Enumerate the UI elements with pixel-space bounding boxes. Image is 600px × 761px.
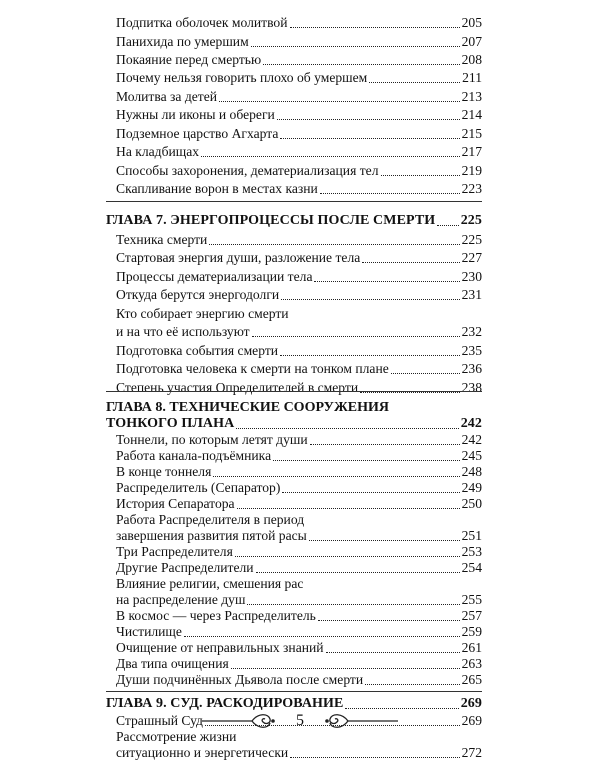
toc-entry-page: 253: [461, 544, 482, 559]
section-divider: [106, 691, 482, 692]
toc-entry-title: Другие Распределители: [116, 560, 254, 575]
toc-entry-title: Панихида по умершим: [116, 34, 249, 49]
toc-entry-title: Скапливание ворон в местах казни: [116, 181, 318, 196]
chapter-title: ГЛАВА 8. ТЕХНИЧЕСКИЕ СООРУЖЕНИЯ: [106, 400, 390, 415]
toc-entry-title: Подземное царство Агхарта: [116, 126, 279, 141]
toc-entry-title: На кладбищах: [116, 144, 200, 159]
toc-entry-title: Работа канала-подъёмника: [116, 448, 272, 463]
toc-entry-title: Страшный Суд: [116, 713, 203, 728]
toc-entry-page: 214: [461, 107, 482, 122]
toc-entry-title: Три Распределителя: [116, 544, 233, 559]
toc-entry-page: 211: [462, 70, 482, 85]
toc-entry-title: Подпитка оболочек молитвой: [116, 15, 288, 30]
toc-entry-title: Подготовка события смерти: [116, 343, 279, 358]
toc-entry-page: 235: [461, 343, 482, 358]
toc-entry-title: Тоннели, по которым летят души: [116, 432, 308, 447]
toc-entry: [116, 640, 482, 656]
toc-entry-title: ситуационно и энергетически: [116, 745, 289, 760]
toc-entry-title: В конце тоннеля: [116, 464, 212, 479]
toc-entry-page: 272: [461, 745, 482, 760]
toc-entry-page: 261: [461, 640, 482, 655]
toc-entry-page: 232: [461, 324, 482, 339]
toc-entry-title: Кто собирает энергию смерти: [116, 306, 289, 321]
toc-entry-page: 248: [461, 464, 482, 479]
toc-entry-title: Нужны ли иконы и обереги: [116, 107, 275, 122]
toc-entry-page: 225: [461, 232, 482, 247]
toc-entry-page: 238: [461, 380, 482, 395]
toc-entry-title: Распределитель (Сепаратор): [116, 480, 281, 495]
toc-entry-title: История Сепаратора: [116, 496, 235, 511]
toc-entry-title: Процессы дематериализации тела: [116, 269, 313, 284]
toc-entry-title: и на что её используют: [116, 324, 250, 339]
toc-entry: [116, 608, 482, 624]
toc-entry-page: 231: [461, 287, 482, 302]
toc-entry-page: 269: [461, 713, 482, 728]
toc-entry-page: 265: [461, 672, 482, 687]
page-footer: [0, 710, 600, 734]
toc-entry-page: 217: [461, 144, 482, 159]
toc-entry-title: завершения развития пятой расы: [116, 528, 307, 543]
toc-entry-page: 250: [461, 496, 482, 511]
toc-entry-page: 230: [461, 269, 482, 284]
toc-entry-title: Степень участия Определителей в смерти: [116, 380, 359, 395]
page-number: 5: [296, 712, 304, 729]
toc-entry-title: на распределение душ: [116, 592, 246, 607]
dot-leader: [365, 684, 459, 685]
toc-entry-title: Чистилище: [116, 624, 182, 639]
toc-entry-page: 255: [461, 592, 482, 607]
toc-entry-page: 215: [461, 126, 482, 141]
toc-entry: [116, 672, 482, 688]
right-ornament-icon: [324, 710, 400, 732]
toc-entry-page: 219: [461, 163, 482, 178]
toc-entry-page: 259: [461, 624, 482, 639]
chapter-page: 242: [460, 416, 482, 431]
toc-entry: [116, 745, 482, 761]
toc-entry-page: 227: [461, 250, 482, 265]
toc-entry-page: 245: [461, 448, 482, 463]
toc-entry-page: 251: [461, 528, 482, 543]
toc-entry: [116, 656, 482, 672]
toc-entry-title: Два типа очищения: [116, 656, 229, 671]
dot-leader: [184, 636, 460, 637]
chapter-title: ТОНКОГО ПЛАНА: [106, 416, 235, 431]
left-ornament-icon: [200, 710, 276, 732]
toc-entry-title: Способы захоронения, дематериализация тел: [116, 163, 379, 178]
dot-leader: [345, 708, 458, 709]
toc-entry-title: Души подчинённых Дьявола после смерти: [116, 672, 364, 687]
toc-entry-page: 213: [461, 89, 482, 104]
toc-entry-page: 205: [461, 15, 482, 30]
chapter-page: 269: [460, 696, 482, 711]
toc-entry-page: 208: [461, 52, 482, 67]
chapter-title: ГЛАВА 7. ЭНЕРГОПРОЦЕССЫ ПОСЛЕ СМЕРТИ: [106, 213, 436, 228]
toc-entry-title: Подготовка человека к смерти на тонком плане: [116, 361, 389, 376]
toc-entry-title: Рассмотрение жизни: [116, 729, 237, 744]
toc-entry-page: 254: [461, 560, 482, 575]
toc-entry-title: Работа Распределителя в период: [116, 512, 305, 527]
toc-entry-title: Молитва за детей: [116, 89, 218, 104]
toc-entry-title: Техника смерти: [116, 232, 208, 247]
toc-entry: [116, 624, 482, 640]
dot-leader: [326, 652, 460, 653]
toc-entry-page: 236: [461, 361, 482, 376]
toc-entry-title: В космос — через Распределитель: [116, 608, 316, 623]
toc-entry-page: 207: [461, 34, 482, 49]
toc-entry-page: 242: [461, 432, 482, 447]
chapter-title: ГЛАВА 9. СУД. РАСКОДИРОВАНИЕ: [106, 696, 344, 711]
toc-entry-title: Влияние религии, смешения рас: [116, 576, 304, 591]
dot-leader: [290, 757, 459, 758]
chapter-page: 225: [460, 213, 482, 228]
toc-entry-title: Очищение от неправильных знаний: [116, 640, 324, 655]
toc-entry-page: 257: [461, 608, 482, 623]
dot-leader: [231, 668, 460, 669]
toc-entry-title: Стартовая энергия души, разложение тела: [116, 250, 361, 265]
toc-entry-title: Откуда берутся энергодолги: [116, 287, 280, 302]
dot-leader: [318, 620, 460, 621]
toc-entry-title: Почему нельзя говорить плохо об умершем: [116, 70, 368, 85]
toc-entry-title: Покаяние перед смертью: [116, 52, 262, 67]
toc-entry-page: 223: [461, 181, 482, 196]
toc-entry-page: 249: [461, 480, 482, 495]
toc-entry-page: 263: [461, 656, 482, 671]
